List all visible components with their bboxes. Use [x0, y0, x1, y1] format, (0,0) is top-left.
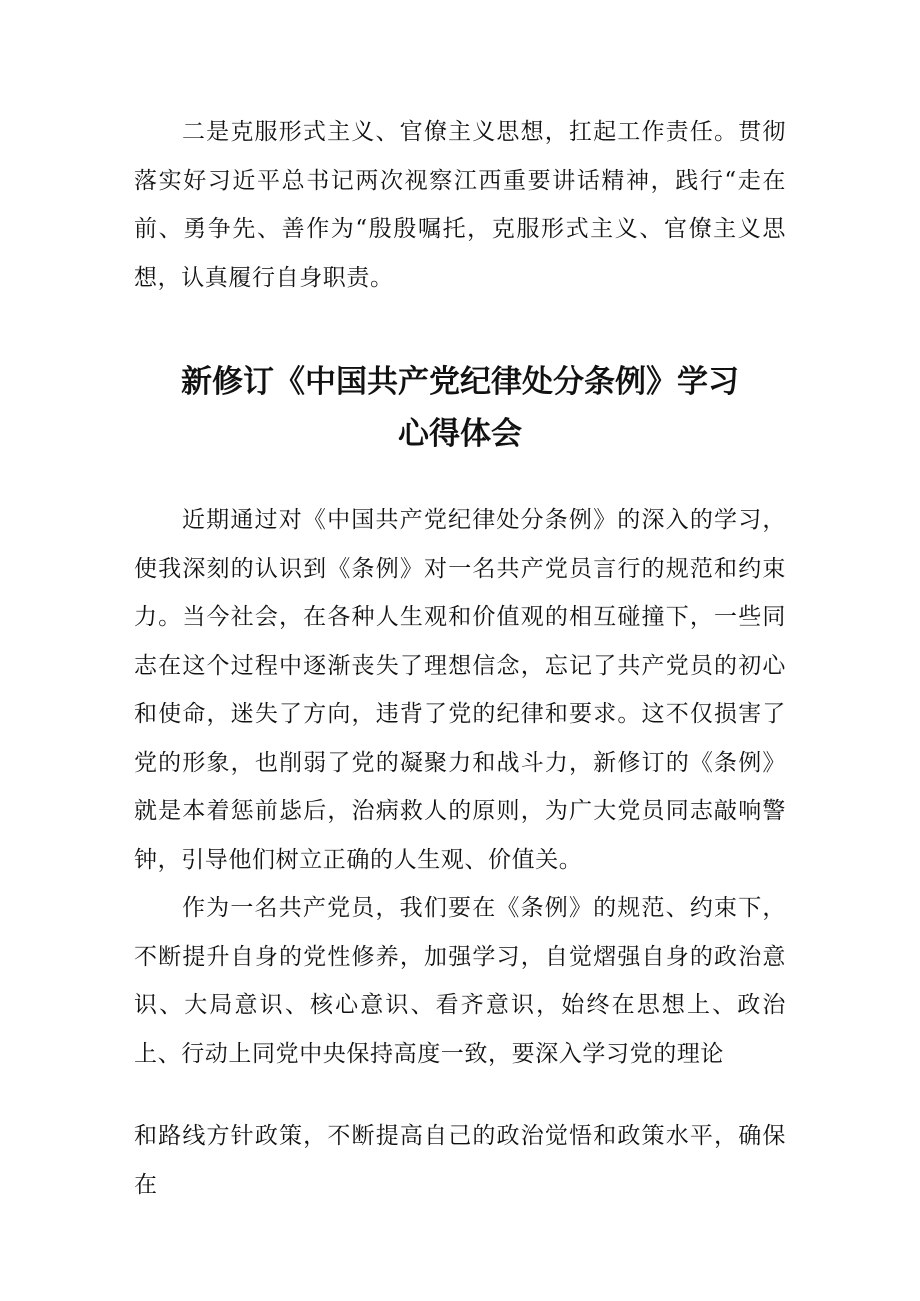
article-title	[100, 356, 820, 460]
title-line-2: 心得体会	[398, 416, 522, 452]
body-paragraph-1: 二是克服形式主义、官僚主义思想，扛起工作责任。贯彻落实好习近平总书记两次视察江西重要讲话精神，践行“走在前、勇争先、善作为“殷殷嘱托，克服形式主义、官僚主义思想，认真履行自身职责。	[134, 119, 786, 291]
body-paragraph-4: 和路线方针政策，不断提高自己的政治觉悟和政策水平，确保在	[134, 1123, 786, 1198]
body-paragraph-2: 近期通过对《中国共产党纪律处分条例》的深入的学习，使我深刻的认识到《条例》对一名共产党员言行的规范和约束力。当今社会，在各种人生观和价值观的相互碰撞下，一些同志在这个过程中逐渐丧失了理想信念，忘记了共产党员的初心和使命，迷失了方向，违背了党的纪律和要求。这不仅损害了党的形象，也削弱了党的凝聚力和战斗力，新修订的《条例》就是本着惩前毖后，治病救人的原则，为广大党员同志敲响警钟，引导他们树立正确的人生观、价值关。	[134, 507, 786, 873]
body-paragraph-3: 作为一名共产党员，我们要在《条例》的规范、约束下，不断提升自身的党性修养，加强学习，自觉熠强自身的政治意识、大局意识、核心意识、看齐意识，始终在思想上、政治上、行动上同党中央保持高度一致，要深入学习党的理论	[134, 895, 786, 1067]
title-line-1: 新修订《中国共产党纪律处分条例》学习	[181, 364, 739, 400]
